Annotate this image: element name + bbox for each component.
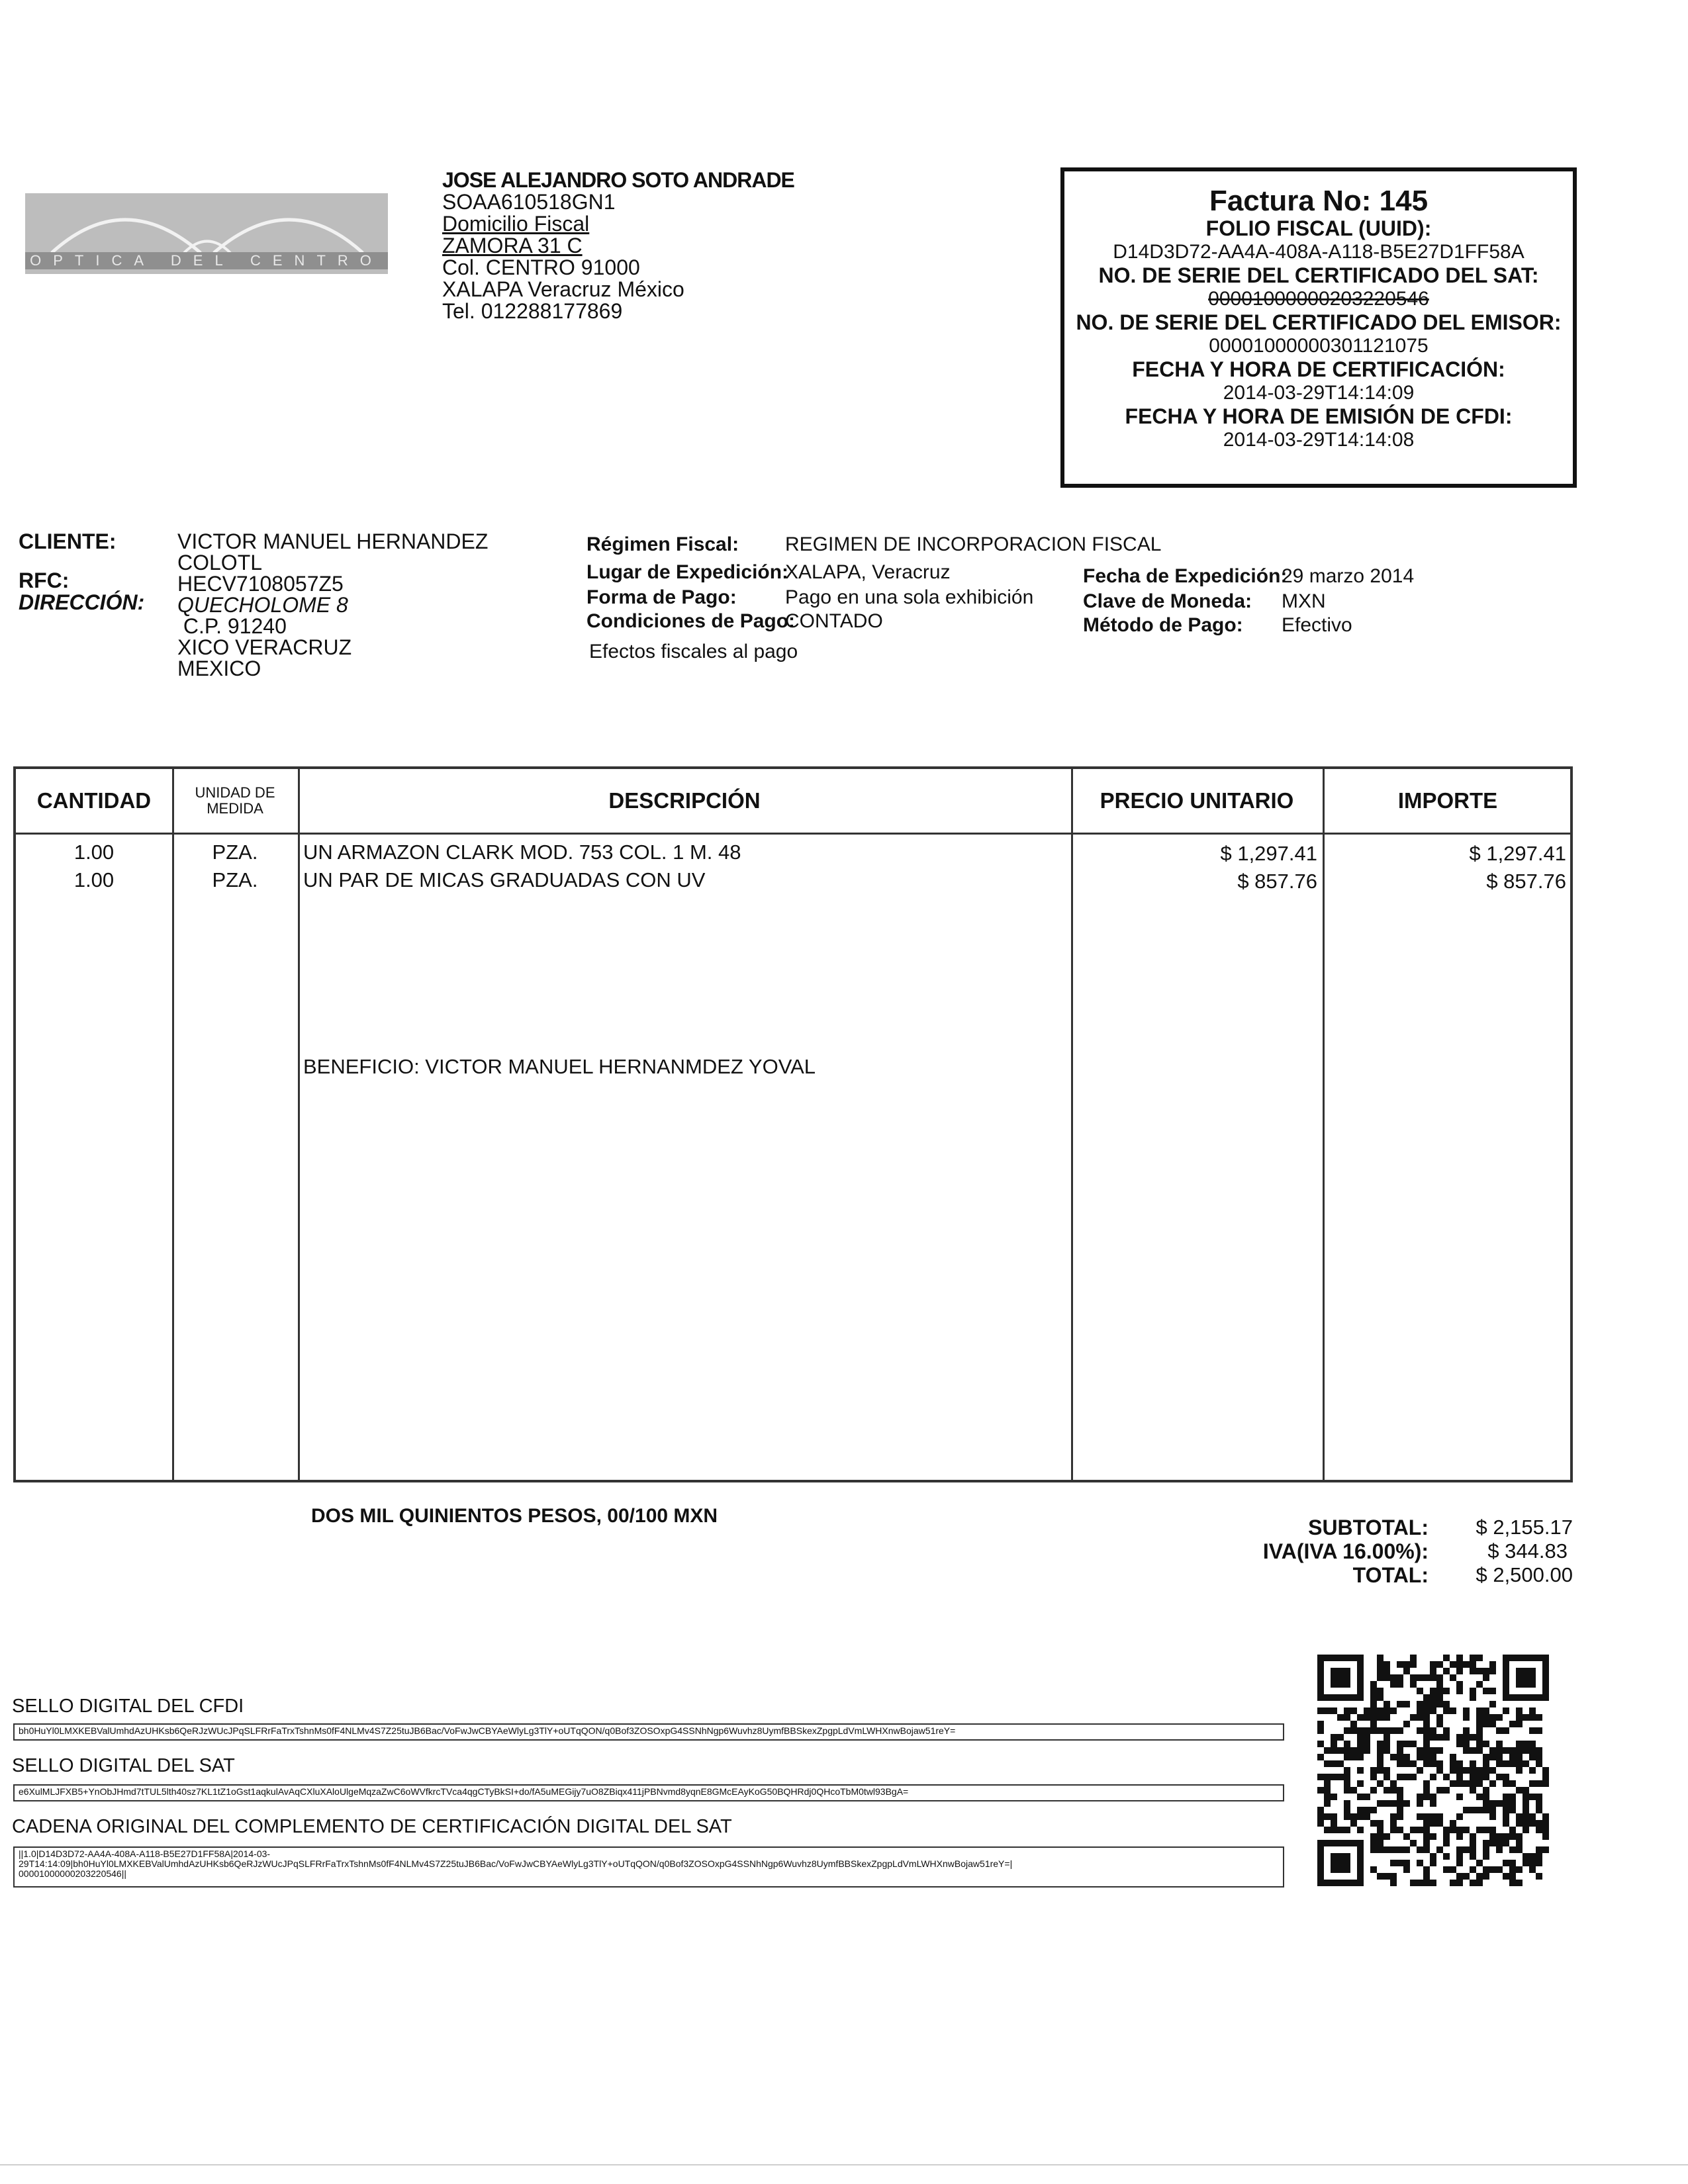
iva-value: $ 344.83 bbox=[1487, 1539, 1568, 1563]
issuer-name: JOSE ALEJANDRO SOTO ANDRADE bbox=[442, 168, 794, 192]
header-importe: IMPORTE bbox=[1397, 788, 1498, 813]
page-bottom-edge bbox=[0, 2164, 1688, 2165]
regimen-value: REGIMEN DE INCORPORACION FISCAL bbox=[785, 533, 1162, 555]
moneda-label: Clave de Moneda: bbox=[1083, 590, 1252, 612]
row1-importe: $ 1,297.41 bbox=[1469, 842, 1566, 865]
sello-cfdi-value: bh0HuYl0LMXKEBValUmhdAzUHKsb6QeRJzWUcJPqSLFRrFaTrxTshnMs0fF4NLMv4S7Z25tuJB6Bac/VoFwJwCBYAeWlyLg3TlY+oUTqQON/q0Bof3ZOSOxpG4SSNhNgp6Wuvhz8UymfBBSkexZpgpLdVmLWHXnwBojaw51reY= bbox=[19, 1725, 956, 1736]
emision-date-value: 2014-03-29T14:14:08 bbox=[1223, 429, 1415, 451]
issuer-rfc: SOAA610518GN1 bbox=[442, 190, 616, 214]
header-cantidad: CANTIDAD bbox=[36, 788, 152, 813]
folio-label: FOLIO FISCAL (UUID): bbox=[1205, 216, 1432, 240]
issuer-city: XALAPA Veracruz México bbox=[442, 277, 684, 301]
sello-sat-box bbox=[13, 1784, 1284, 1801]
issuer-block bbox=[442, 169, 794, 322]
row2-precio: $ 857.76 bbox=[1237, 870, 1317, 893]
issuer-domicile-label: Domicilio Fiscal bbox=[442, 212, 590, 236]
folio-value: D14D3D72-AA4A-408A-A118-B5E27D1FF58A bbox=[1113, 241, 1524, 263]
row1-precio: $ 1,297.41 bbox=[1220, 842, 1317, 865]
emisor-cert-value: 00001000000301121075 bbox=[1209, 335, 1429, 357]
qr-code bbox=[1317, 1655, 1549, 1886]
forma-value: Pago en una sola exhibición bbox=[785, 586, 1034, 608]
issuer-phone: Tel. 012288177869 bbox=[442, 299, 623, 323]
cadena-original-label: CADENA ORIGINAL DEL COMPLEMENTO DE CERTIFICACIÓN DIGITAL DEL SAT bbox=[12, 1816, 732, 1837]
row2-importe: $ 857.76 bbox=[1486, 870, 1566, 893]
table-header-divider bbox=[16, 833, 1570, 835]
row2-descripcion: UN PAR DE MICAS GRADUADAS CON UV bbox=[303, 868, 706, 891]
lugar-label: Lugar de Expedición: bbox=[586, 561, 789, 583]
client-address1: QUECHOLOME 8 bbox=[177, 593, 348, 617]
header-unidad bbox=[172, 769, 298, 833]
efectos-fiscales: Efectos fiscales al pago bbox=[589, 641, 798, 662]
cadena-line1: ||1.0|D14D3D72-AA4A-408A-A118-B5E27D1FF58A|2014-03- bbox=[19, 1848, 271, 1859]
sat-cert-label: NO. DE SERIE DEL CERTIFICADO DEL SAT: bbox=[1098, 263, 1539, 287]
items-table bbox=[13, 766, 1573, 1482]
emisor-cert-label: NO. DE SERIE DEL CERTIFICADO DEL EMISOR: bbox=[1076, 310, 1562, 334]
sello-sat-value: e6XulMLJFXB5+YnObJHmd7tTUL5lth40sz7KL1tZ1oGst1aqkulAvAqCXluXAloUlgeMqzaZwC6oWVfkrcTVca4qgCTyBkSI+do/fA5uMEGijy7uO8ZBiqx411jPBNvmd8yqnE8GMcEAyKoG50BQHRdj0QHcoTbM0twl93BgA= bbox=[19, 1786, 909, 1797]
metodo-label: Método de Pago: bbox=[1083, 614, 1243, 636]
lugar-value: XALAPA, Veracruz bbox=[785, 561, 951, 583]
subtotal-value: $ 2,155.17 bbox=[1476, 1516, 1573, 1539]
invoice-number: Factura No: 145 bbox=[1209, 185, 1429, 217]
forma-label: Forma de Pago: bbox=[586, 586, 737, 608]
client-name-line2: COLOTL bbox=[177, 551, 263, 574]
row1-unidad: PZA. bbox=[212, 841, 258, 864]
metodo-value: Efectivo bbox=[1282, 614, 1352, 636]
client-label: CLIENTE: bbox=[19, 529, 117, 553]
client-rfc-label: RFC: bbox=[19, 569, 70, 592]
company-logo bbox=[25, 193, 388, 274]
sello-cfdi-label: SELLO DIGITAL DEL CFDI bbox=[12, 1696, 244, 1717]
client-name-line1: VICTOR MANUEL HERNANDEZ bbox=[177, 529, 489, 553]
client-values bbox=[177, 531, 488, 679]
condiciones-label: Condiciones de Pago: bbox=[586, 610, 796, 632]
cadena-line2: 29T14:14:09|bh0HuYl0LMXKEBValUmhdAzUHKsb6QeRJzWUcJPqSLFRrFaTrxTshnMs0fF4NLMv4S7Z25tuJB6Bac/VoFwJwCBYAeWlyLg3TlY+oUTqQON/q0Bof3ZOSOxpG4SSNhNgp6Wuvhz8UymfBBSkexZpgpLdVmLWHXnwBojaw51reY=| bbox=[19, 1858, 1013, 1869]
header-descripcion: DESCRIPCIÓN bbox=[608, 788, 761, 813]
client-address2: C.P. 91240 bbox=[177, 614, 287, 638]
fecha-expedicion-label: Fecha de Expedición: bbox=[1083, 565, 1288, 587]
iva-label: IVA(IVA 16.00%): bbox=[1262, 1539, 1429, 1563]
amount-in-words: DOS MIL QUINIENTOS PESOS, 00/100 MXN bbox=[311, 1505, 718, 1527]
total-label: TOTAL: bbox=[1352, 1563, 1429, 1587]
cadena-line3: 00001000000203220546|| bbox=[19, 1868, 126, 1879]
row1-cantidad: 1.00 bbox=[73, 841, 115, 864]
client-address4: MEXICO bbox=[177, 657, 261, 680]
client-rfc: HECV7108057Z5 bbox=[177, 572, 344, 596]
row2-cantidad: 1.00 bbox=[73, 868, 115, 891]
cert-date-label: FECHA Y HORA DE CERTIFICACIÓN: bbox=[1132, 357, 1505, 381]
moneda-value: MXN bbox=[1282, 590, 1326, 612]
emision-date-label: FECHA Y HORA DE EMISIÓN DE CFDI: bbox=[1125, 404, 1513, 428]
total-value: $ 2,500.00 bbox=[1476, 1563, 1573, 1586]
cadena-original-box bbox=[13, 1846, 1284, 1888]
sat-cert-value: 00001000000203220546 bbox=[1208, 288, 1429, 310]
subtotal-label: SUBTOTAL: bbox=[1308, 1516, 1429, 1539]
client-address-label: DIRECCIÓN: bbox=[19, 590, 145, 614]
table-column-divider bbox=[298, 769, 300, 1480]
row2-unidad: PZA. bbox=[212, 868, 258, 891]
header-unidad-line1: UNIDAD DE bbox=[195, 784, 275, 801]
fecha-expedicion-value: 29 marzo 2014 bbox=[1282, 565, 1415, 587]
logo-text: OPTICA DEL CENTRO bbox=[25, 252, 388, 269]
issuer-street: ZAMORA 31 C bbox=[442, 234, 583, 257]
cert-date-value: 2014-03-29T14:14:09 bbox=[1223, 382, 1415, 404]
header-unidad-line2: MEDIDA bbox=[207, 800, 263, 817]
row1-descripcion: UN ARMAZON CLARK MOD. 753 COL. 1 M. 48 bbox=[303, 841, 741, 864]
sello-sat-label: SELLO DIGITAL DEL SAT bbox=[12, 1755, 235, 1776]
header-precio: PRECIO UNITARIO bbox=[1100, 788, 1294, 813]
issuer-colonia: Col. CENTRO 91000 bbox=[442, 255, 640, 279]
regimen-label: Régimen Fiscal: bbox=[586, 533, 739, 555]
beneficio-note: BENEFICIO: VICTOR MANUEL HERNANMDEZ YOVAL bbox=[303, 1055, 816, 1078]
client-address3: XICO VERACRUZ bbox=[177, 635, 352, 659]
invoice-info-box bbox=[1060, 167, 1577, 488]
sello-cfdi-box bbox=[13, 1723, 1284, 1741]
condiciones-value: CONTADO bbox=[785, 610, 883, 632]
